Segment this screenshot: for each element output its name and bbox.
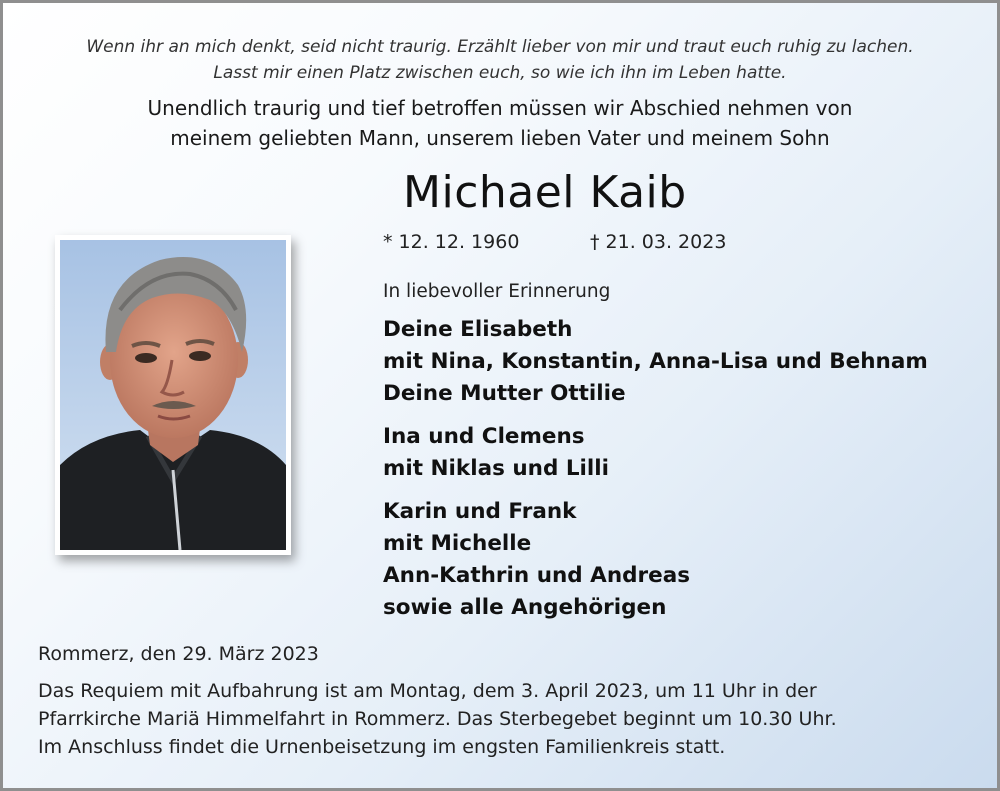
family-line-3: Deine Mutter Ottilie — [383, 381, 626, 406]
portrait-photo — [60, 240, 286, 550]
poem-line-1: Wenn ihr an mich denkt, seid nicht traurig. Erzählt lieber von mir und traut euch ruhig zu lachen. — [86, 37, 914, 57]
portrait-photo-frame — [55, 235, 291, 555]
family-line-5: mit Niklas und Lilli — [383, 456, 610, 481]
family-line-1: Deine Elisabeth — [383, 317, 573, 342]
requiem-line-2: Pfarrkirche Mariä Himmelfahrt in Rommerz. Das Sterbegebet beginnt um 10.30 Uhr. — [38, 708, 837, 730]
poem-line-2: Lasst mir einen Platz zwischen euch, so wie ich ihn im Leben hatte. — [213, 63, 787, 83]
place-date: Rommerz, den 29. März 2023 — [38, 643, 319, 665]
family-line-7: mit Michelle — [383, 531, 532, 556]
death-date: † 21. 03. 2023 — [590, 231, 727, 253]
family-line-2: mit Nina, Konstantin, Anna-Lisa und Behnam — [383, 349, 928, 374]
family-line-8: Ann-Kathrin und Andreas — [383, 563, 691, 588]
family-line-4: Ina und Clemens — [383, 424, 585, 449]
portrait-illustration — [60, 240, 286, 550]
requiem-line-3: Im Anschluss findet die Urnenbeisetzung im engsten Familienkreis statt. — [38, 736, 726, 758]
memory-line: In liebevoller Erinnerung — [383, 281, 611, 302]
intro-line-2: meinem geliebten Mann, unserem lieben Vater und meinem Sohn — [170, 126, 830, 150]
family-line-9: sowie alle Angehörigen — [383, 595, 667, 620]
intro-line-1: Unendlich traurig und tief betroffen müssen wir Abschied nehmen von — [147, 96, 853, 120]
family-line-6: Karin und Frank — [383, 499, 577, 524]
birth-date: * 12. 12. 1960 — [383, 231, 520, 253]
requiem-line-1: Das Requiem mit Aufbahrung ist am Montag, dem 3. April 2023, um 11 Uhr in der — [38, 680, 817, 702]
deceased-name: Michael Kaib — [403, 167, 687, 218]
